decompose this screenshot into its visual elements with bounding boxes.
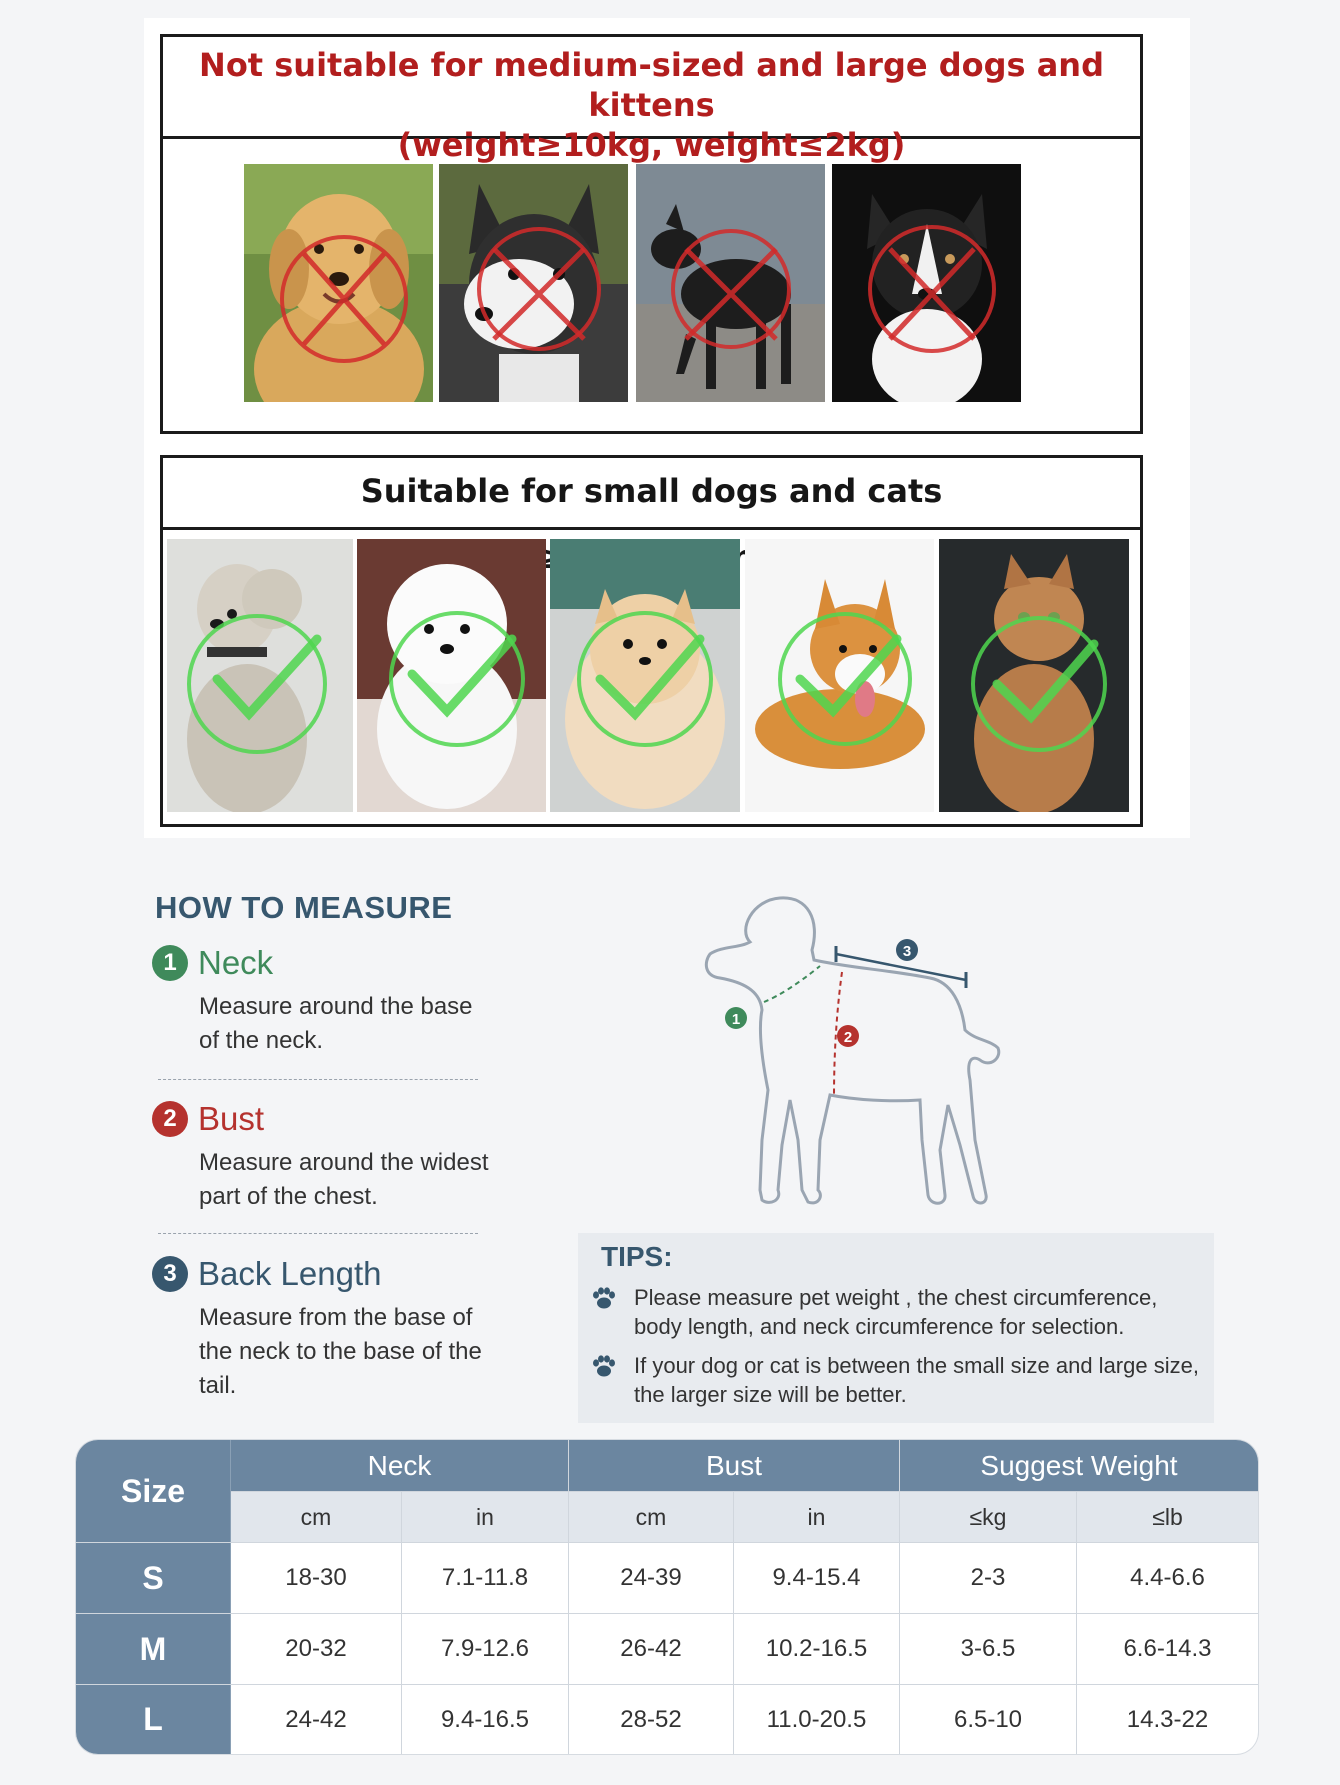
table-cell: 2-3 xyxy=(970,1564,1006,1591)
back-length-description: Measure from the base of the neck to the base of the tail. xyxy=(199,1304,482,1399)
suitable-frame xyxy=(160,455,1143,827)
measure-head-neck xyxy=(152,944,482,982)
table-divider xyxy=(899,1440,900,1754)
suitable-header xyxy=(163,458,1140,530)
unsuitable-title-line2: (weight≥10kg, weight≤2kg) xyxy=(397,126,906,164)
measure-item-neck xyxy=(152,944,482,1058)
neck-group-header: Neck xyxy=(231,1440,568,1491)
back-length-number-badge: 3 xyxy=(152,1256,188,1292)
tip-text-1: Please measure pet weight , the chest circumference, body length, and neck circumference for selection. xyxy=(634,1285,1158,1339)
measure-divider xyxy=(158,1233,478,1234)
dog-outline xyxy=(706,898,998,1203)
tip-item xyxy=(590,1283,1202,1341)
size-table xyxy=(76,1440,1258,1754)
paw-icon xyxy=(590,1286,618,1310)
neck-number-badge: 1 xyxy=(152,945,188,981)
table-divider xyxy=(1076,1492,1077,1754)
unit-header: ≤lb xyxy=(1077,1492,1258,1542)
unit-header: in xyxy=(402,1492,568,1542)
tips-title: TIPS: xyxy=(601,1241,673,1272)
measure-divider xyxy=(158,1079,478,1080)
golden-retriever-photo xyxy=(244,164,433,402)
table-cell: 7.1-11.8 xyxy=(441,1564,529,1591)
neck-description: Measure around the base of the neck. xyxy=(199,993,473,1054)
diagram-label-3-text: 3 xyxy=(902,943,912,960)
unsuitable-frame xyxy=(160,34,1143,434)
neck-line xyxy=(764,966,820,1002)
table-cell: 24-42 xyxy=(285,1705,347,1733)
unit-header: cm xyxy=(569,1492,733,1542)
unit-header: ≤kg xyxy=(900,1492,1076,1542)
poodle-photo xyxy=(167,539,353,812)
border-collie-photo xyxy=(832,164,1021,402)
unsuitable-title-line1: Not suitable for medium-sized and large dogs and kittens xyxy=(199,46,1104,124)
size-header: Size xyxy=(76,1440,230,1542)
bichon-photo xyxy=(357,539,546,812)
size-cell-m: M xyxy=(76,1614,230,1684)
paw-icon xyxy=(590,1354,618,1378)
table-divider xyxy=(76,1613,1258,1614)
table-cell: 6.5-10 xyxy=(953,1705,1023,1733)
back-length-label: Back Length xyxy=(198,1255,382,1292)
weight-group-header: Suggest Weight xyxy=(900,1440,1258,1491)
measure-item-back-length xyxy=(152,1255,482,1403)
table-divider xyxy=(230,1440,231,1754)
bust-group-header: Bust xyxy=(569,1440,899,1491)
diagram-label-2-text: 2 xyxy=(843,1029,853,1046)
diagram-label-1-text: 1 xyxy=(731,1011,741,1028)
table-cell: 14.3-22 xyxy=(1126,1705,1209,1733)
tabby-cat-photo xyxy=(939,539,1129,812)
table-divider xyxy=(231,1491,1258,1492)
table-divider xyxy=(568,1440,569,1754)
unsuitable-header xyxy=(163,37,1140,164)
suitable-title: Suitable for small dogs and cats xyxy=(360,472,943,510)
table-cell: 7.9-12.6 xyxy=(440,1635,530,1662)
husky-photo xyxy=(439,164,628,402)
unit-header: cm xyxy=(231,1492,401,1542)
bust-description: Measure around the widest part of the chest. xyxy=(199,1149,489,1210)
how-to-measure-title: HOW TO MEASURE xyxy=(155,890,453,925)
bust-number-badge: 2 xyxy=(152,1101,188,1137)
table-cell: 9.4-16.5 xyxy=(440,1705,530,1733)
size-cell-s: S xyxy=(76,1543,230,1613)
table-cell: 9.4-15.4 xyxy=(772,1564,861,1591)
doberman-photo xyxy=(636,164,825,402)
table-cell: 28-52 xyxy=(620,1705,682,1733)
tip-item xyxy=(590,1351,1202,1409)
table-cell: 24-39 xyxy=(620,1564,682,1591)
unit-header: in xyxy=(734,1492,899,1542)
table-cell: 26-42 xyxy=(620,1635,682,1662)
table-cell: 10.2-16.5 xyxy=(765,1635,868,1662)
table-divider xyxy=(401,1492,402,1754)
tip-text-2: If your dog or cat is between the small size and large size, the larger size will be better. xyxy=(634,1353,1199,1407)
neck-label: Neck xyxy=(198,944,274,981)
measure-head-back-length xyxy=(152,1255,482,1293)
table-cell: 11.0-20.5 xyxy=(766,1705,867,1733)
pomeranian-photo xyxy=(550,539,740,812)
measure-head-bust xyxy=(152,1100,482,1138)
table-cell: 20-32 xyxy=(285,1635,347,1662)
corgi-photo xyxy=(745,539,934,812)
table-divider xyxy=(733,1492,734,1754)
table-cell: 6.6-14.3 xyxy=(1123,1635,1212,1662)
bust-label: Bust xyxy=(198,1100,265,1137)
table-divider xyxy=(76,1684,1258,1685)
table-cell: 4.4-6.6 xyxy=(1130,1564,1205,1591)
tips-box xyxy=(578,1233,1214,1423)
table-cell: 3-6.5 xyxy=(960,1635,1016,1662)
table-cell: 18-30 xyxy=(285,1564,347,1591)
measure-item-bust xyxy=(152,1100,489,1214)
table-divider xyxy=(76,1542,1258,1543)
size-cell-l: L xyxy=(76,1685,230,1754)
dog-measure-diagram xyxy=(690,890,1030,1220)
suitability-panel xyxy=(144,18,1190,838)
